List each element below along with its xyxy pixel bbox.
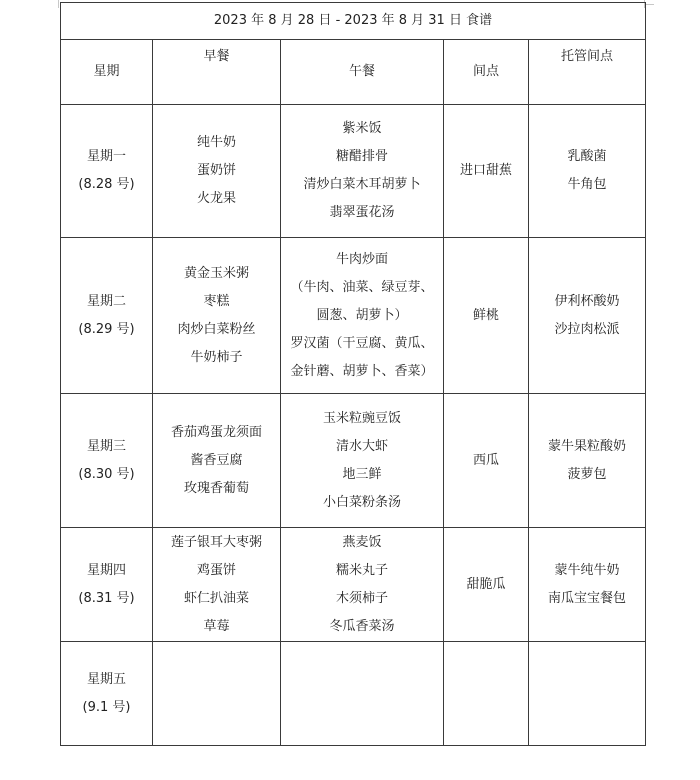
- day-cell: [61, 528, 153, 642]
- snack-cell: [444, 238, 529, 394]
- menu-item: 黄金玉米粥: [183, 265, 249, 281]
- menu-item: 鲜桃: [472, 307, 499, 323]
- menu-item: 蒙牛纯牛奶: [554, 562, 620, 578]
- lunch-cell: [281, 394, 444, 528]
- snack-cell: [444, 105, 529, 238]
- day-cell: [61, 238, 153, 394]
- header-breakfast: 早餐: [153, 40, 281, 105]
- table-row: [61, 642, 646, 746]
- table-row: [61, 105, 646, 238]
- menu-item: 鸡蛋饼: [196, 562, 236, 578]
- breakfast-cell: [153, 642, 281, 746]
- menu-item: 火龙果: [196, 191, 236, 206]
- header-snack: 间点: [444, 40, 529, 105]
- menu-item: 蒙牛果粒酸奶: [547, 438, 626, 454]
- day-date: (8.31 号): [78, 590, 135, 606]
- day-date: (8.29 号): [78, 321, 135, 337]
- menu-item: 酱香豆腐: [190, 452, 243, 468]
- day-cell: [61, 394, 153, 528]
- title-row: [61, 3, 646, 40]
- menu-item: （牛肉、油菜、绿豆芽、: [290, 279, 434, 295]
- menu-item: 清水大虾: [335, 438, 388, 454]
- menu-item: 小白菜粉条汤: [322, 494, 401, 510]
- day-name: 星期四: [86, 562, 126, 578]
- menu-item: 清炒白菜木耳胡萝卜: [303, 177, 421, 192]
- day-name: 星期三: [86, 438, 126, 454]
- day-cell: [61, 642, 153, 746]
- menu-item: 香茄鸡蛋龙须面: [170, 424, 262, 440]
- menu-item: 草莓: [203, 618, 230, 634]
- menu-item: 牛角包: [567, 177, 607, 192]
- menu-item: 沙拉肉松派: [554, 321, 620, 337]
- crop-mark-left: [58, 0, 59, 8]
- header-day: 星期: [61, 40, 153, 105]
- day-date: (8.28 号): [78, 177, 135, 192]
- page-title: 2023 年 8 月 28 日 - 2023 年 8 月 31 日 食谱: [61, 3, 646, 40]
- care-snack-cell: [529, 528, 646, 642]
- day-date: (8.30 号): [78, 466, 135, 482]
- care-snack-cell: [529, 642, 646, 746]
- breakfast-cell: [153, 394, 281, 528]
- menu-item: 木须柿子: [335, 590, 388, 606]
- table-row: [61, 238, 646, 394]
- menu-item: 紫米饭: [342, 121, 382, 136]
- menu-item: 南瓜宝宝餐包: [547, 590, 626, 606]
- table-row: [61, 528, 646, 642]
- day-cell: [61, 105, 153, 238]
- menu-item: 罗汉菌（干豆腐、黄瓜、: [290, 335, 434, 351]
- menu-item: 玉米粒豌豆饭: [322, 410, 401, 426]
- lunch-cell: [281, 528, 444, 642]
- breakfast-cell: [153, 238, 281, 394]
- lunch-cell: [281, 105, 444, 238]
- menu-item: 地三鲜: [342, 466, 382, 482]
- table-row: [61, 394, 646, 528]
- snack-cell: [444, 642, 529, 746]
- day-name: 星期二: [86, 293, 126, 309]
- menu-item: 燕麦饭: [342, 534, 382, 550]
- menu-item: 肉炒白菜粉丝: [177, 321, 256, 337]
- menu-item: 牛奶柿子: [190, 349, 243, 365]
- menu-item: 纯牛奶: [196, 135, 236, 150]
- lunch-cell: [281, 238, 444, 394]
- lunch-cell: [281, 642, 444, 746]
- menu-item: 金针蘑、胡萝卜、香菜）: [290, 363, 434, 379]
- day-name: 星期五: [86, 671, 126, 687]
- menu-item: 虾仁扒油菜: [183, 590, 249, 606]
- day-name: 星期一: [86, 149, 126, 164]
- menu-item: 翡翠蛋花汤: [329, 205, 395, 220]
- care-snack-cell: [529, 238, 646, 394]
- menu-item: 圆葱、胡萝卜）: [316, 307, 408, 323]
- header-lunch: 午餐: [281, 40, 444, 105]
- care-snack-cell: [529, 394, 646, 528]
- snack-cell: [444, 528, 529, 642]
- menu-item: 玫瑰香葡萄: [183, 480, 249, 496]
- menu-item: 糯米丸子: [335, 562, 388, 578]
- menu-item: 莲子银耳大枣粥: [170, 534, 262, 550]
- menu-item: 西瓜: [472, 452, 499, 468]
- menu-item: 甜脆瓜: [466, 576, 506, 592]
- menu-item: 进口甜蕉: [459, 163, 512, 178]
- menu-item: 菠萝包: [567, 466, 607, 482]
- day-date: (9.1 号): [82, 699, 131, 715]
- menu-table: [60, 2, 646, 746]
- header-row: [61, 40, 646, 105]
- menu-item: 枣糕: [203, 293, 230, 309]
- menu-item: 乳酸菌: [567, 149, 607, 164]
- menu-item: 牛肉炒面: [335, 251, 388, 267]
- menu-item: 冬瓜香菜汤: [329, 618, 395, 634]
- snack-cell: [444, 394, 529, 528]
- breakfast-cell: [153, 105, 281, 238]
- menu-item: 伊利杯酸奶: [554, 293, 620, 309]
- header-care-snack: 托管间点: [529, 40, 646, 105]
- menu-item: 糖醋排骨: [335, 149, 388, 164]
- care-snack-cell: [529, 105, 646, 238]
- menu-item: 蛋奶饼: [196, 163, 236, 178]
- breakfast-cell: [153, 528, 281, 642]
